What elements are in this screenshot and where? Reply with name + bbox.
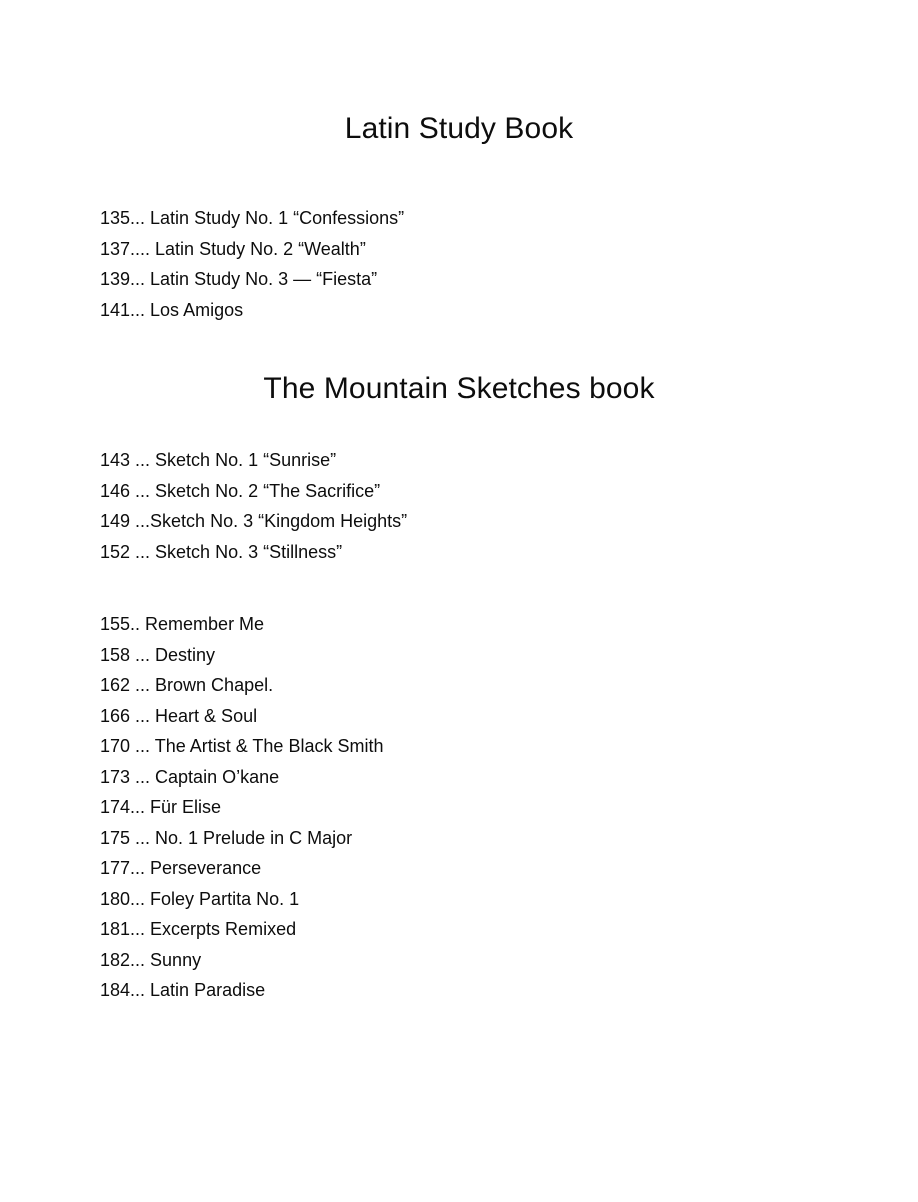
toc-entry: 139... Latin Study No. 3 — “Fiesta” (100, 269, 378, 289)
toc-entry: 152 ... Sketch No. 3 “Stillness” (100, 541, 343, 562)
page-title-latin-study-book: Latin Study Book (344, 112, 574, 145)
toc-entry: 146 ... Sketch No. 2 “The Sacrifice” (100, 480, 381, 501)
toc-entry: 175 ... No. 1 Prelude in C Major (100, 827, 353, 848)
toc-entry: 184... Latin Paradise (100, 980, 266, 1000)
toc-list-mountain-sketches-book (100, 445, 407, 567)
toc-entry: 181... Excerpts Remixed (100, 919, 297, 939)
toc-list-latin-study-book (100, 203, 404, 325)
toc-entry: 155.. Remember Me (100, 614, 265, 634)
toc-entry: 143 ... Sketch No. 1 “Sunrise” (100, 450, 337, 470)
toc-list-additional-pieces (100, 609, 383, 1006)
toc-entry: 135... Latin Study No. 1 “Confessions” (100, 208, 405, 228)
toc-entry: 182... Sunny (100, 949, 202, 970)
toc-entry: 173 ... Captain O’kane (100, 766, 280, 787)
toc-entry: 174... Für Elise (100, 797, 222, 817)
toc-entry: 137.... Latin Study No. 2 “Wealth” (100, 238, 366, 259)
toc-entry: 170 ... The Artist & The Black Smith (100, 736, 384, 756)
toc-entry: 162 ... Brown Chapel. (100, 675, 274, 695)
section-title-mountain-sketches-book: The Mountain Sketches book (263, 372, 655, 405)
toc-entry: 158 ... Destiny (100, 644, 216, 665)
toc-entry: 141... Los Amigos (100, 299, 244, 320)
toc-entry: 177... Perseverance (100, 858, 262, 878)
toc-entry: 149 ...Sketch No. 3 “Kingdom Heights” (100, 511, 408, 531)
toc-entry: 180... Foley Partita No. 1 (100, 888, 300, 909)
toc-entry: 166 ... Heart & Soul (100, 705, 258, 726)
